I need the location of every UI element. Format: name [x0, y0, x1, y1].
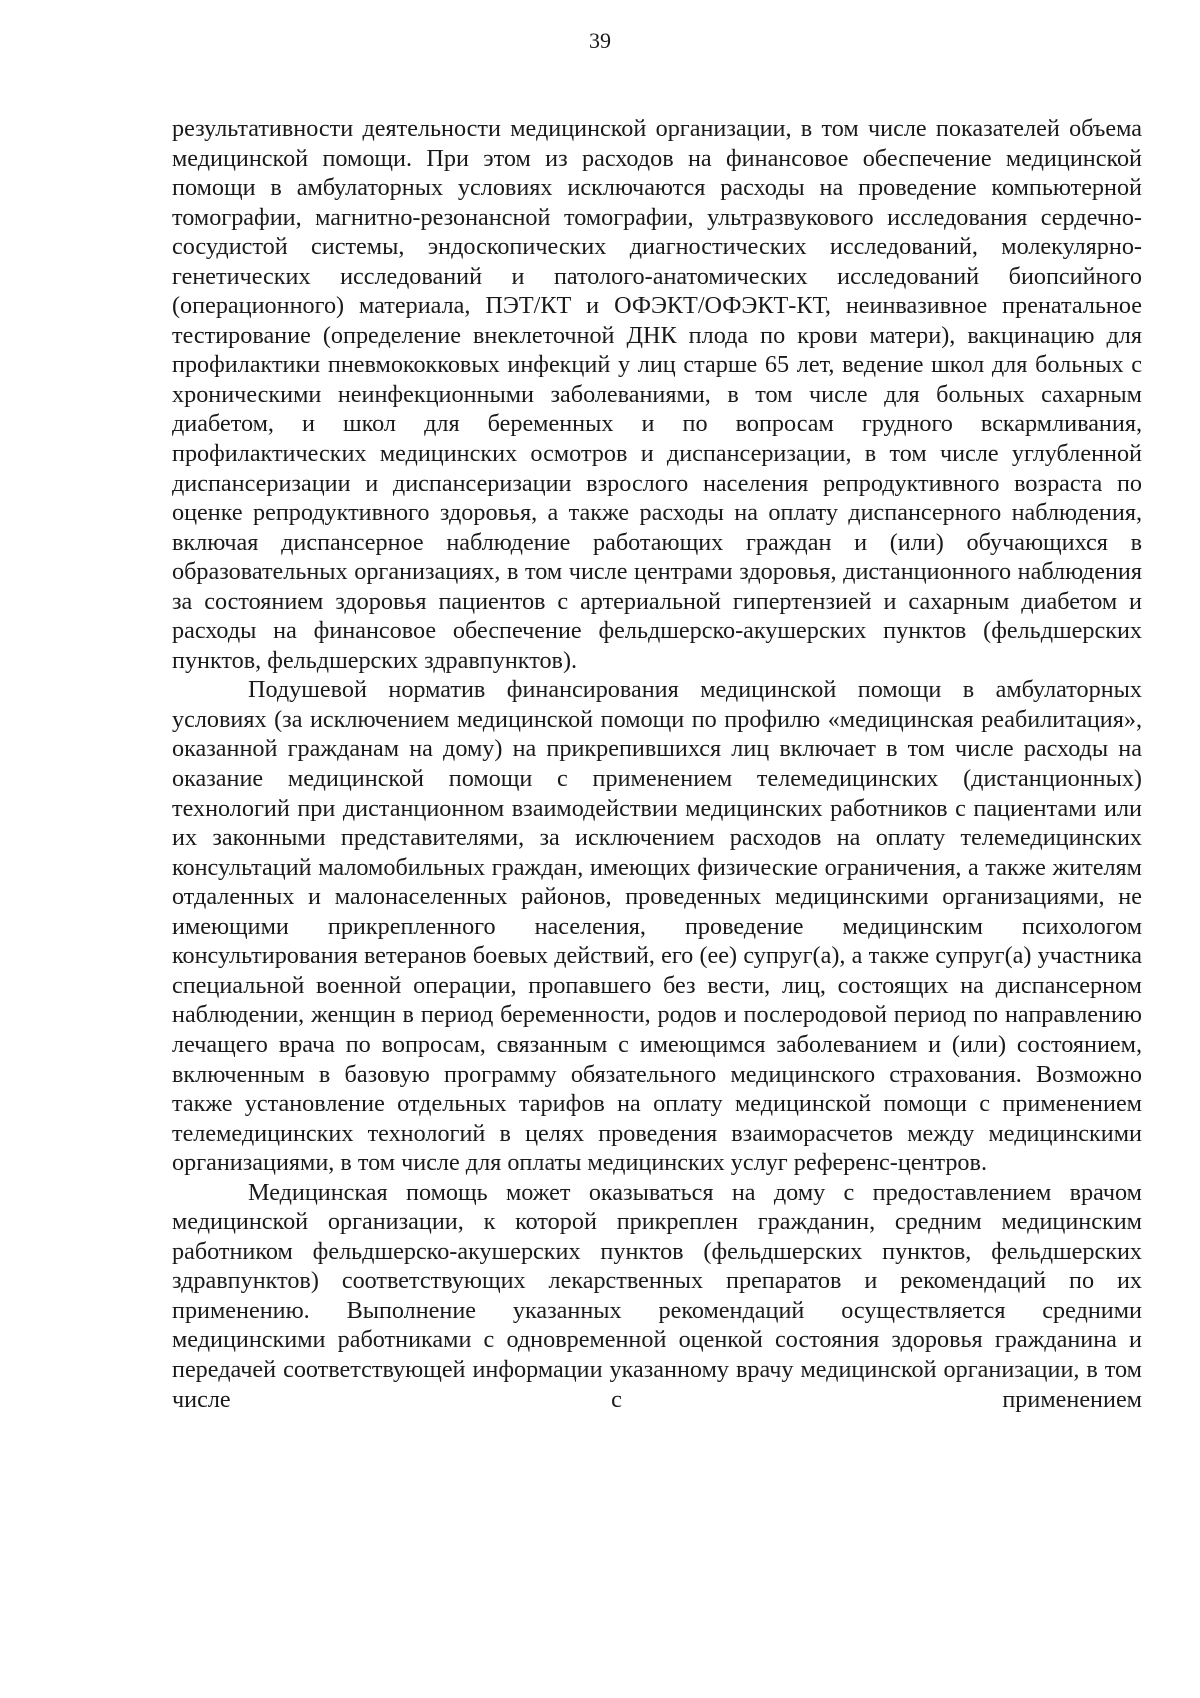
paragraph-3: Медицинская помощь может оказываться на дому с предоставлением врачом медицинской организации, к которой прикреплен гражданин, средним медицинским работником фельдшерско-акушерских пунктов (фельдшерских пунктов, фельдшерских здравпунктов) соответствующих лекарственных препаратов и рекомендаций по их применению. Выполнение указанных рекомендаций осуществляется средними медицинскими работниками с одновременной оценкой состояния здоровья гражданина и передачей соответствующей информации указанному врачу медицинской организации, в том числе с применением: [172, 1178, 1142, 1413]
page-number: 39: [589, 28, 611, 53]
paragraph-1: результативности деятельности медицинской организации, в том числе показателей объема медицинской помощи. При этом из расходов на финансовое обеспечение медицинской помощи в амбулаторных условиях исключаются расходы на проведение компьютерной томографии, магнитно-резонансной томографии, ультразвукового исследования сердечно-сосудистой системы, эндоскопических диагностических исследований, молекулярно-генетических исследований и патолого-анатомических исследований биопсийного (операционного) материала, ПЭТ/КТ и ОФЭКТ/ОФЭКТ-КТ, неинвазивное пренатальное тестирование (определение внеклеточной ДНК плода по крови матери), вакцинацию для профилактики пневмококковых инфекций у лиц старше 65 лет, ведение школ для больных с хроническими неинфекционными заболеваниями, в том числе для больных сахарным диабетом, и школ для беременных и по вопросам грудного вскармливания, профилактических медицинских осмотров и диспансеризации, в том числе углубленной диспансеризации и диспансеризации взрослого населения репродуктивного возраста по оценке репродуктивного здоровья, а также расходы на оплату диспансерного наблюдения, включая диспансерное наблюдение работающих граждан и (или) обучающихся в образовательных организациях, в том числе центрами здоровья, дистанционного наблюдения за состоянием здоровья пациентов с артериальной гипертензией и сахарным диабетом и расходы на финансовое обеспечение фельдшерско-акушерских пунктов (фельдшерских пунктов, фельдшерских здравпунктов).: [172, 115, 1142, 674]
paragraph-2: Подушевой норматив финансирования медицинской помощи в амбулаторных условиях (за исключением медицинской помощи по профилю «медицинская реабилитация», оказанной гражданам на дому) на прикрепившихся лиц включает в том числе расходы на оказание медицинской помощи с применением телемедицинских (дистанционных) технологий при дистанционном взаимодействии медицинских работников с пациентами или их законными представителями, за исключением расходов на оплату телемедицинских консультаций маломобильных граждан, имеющих физические ограничения, а также жителям отдаленных и малонаселенных районов, проведенных медицинскими организациями, не имеющими прикрепленного населения, проведение медицинским психологом консультирования ветеранов боевых действий, его (ее) супруг(а), а также супруг(а) участника специальной военной операции, пропавшего без вести, лиц, состоящих на диспансерном наблюдении, женщин в период беременности, родов и послеродовой период по направлению лечащего врача по вопросам, связанным с имеющимся заболеванием и (или) состоянием, включенным в базовую программу обязательного медицинского страхования. Возможно также установление отдельных тарифов на оплату медицинской помощи с применением телемедицинских технологий в целях проведения взаиморасчетов между медицинскими организациями, в том числе для оплаты медицинских услуг референс-центров.: [172, 676, 1142, 1177]
document-body: [172, 114, 1142, 1414]
